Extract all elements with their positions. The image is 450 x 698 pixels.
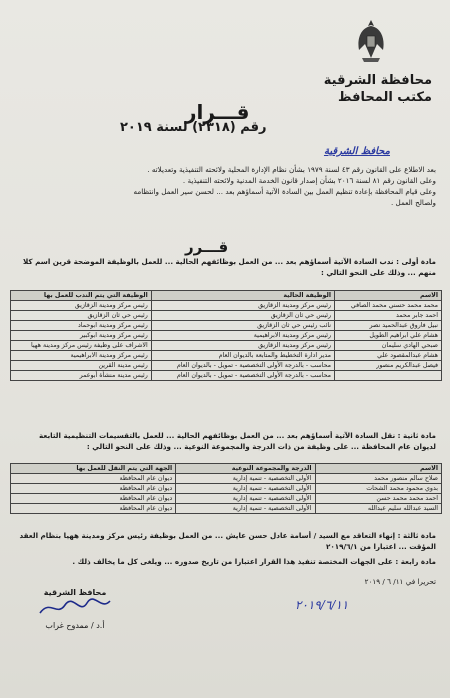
article-two: مادة ثانية : نقل السادة الآتية أسماؤهم بعد ... من العمل بوظائفهم الحالية ... للعمل بالتقسيمات التنظيمية التابعة لديوان عام المحافظة ... على وظيفة من ذات الدرجة والمجموعة النوعية ... وذلك على النحو التالي :	[39, 431, 436, 451]
cell: رئيس مركز ومدينة الزقازيق	[151, 341, 334, 351]
cell: رئيس مركز ومدينة ابوكبير	[11, 331, 152, 341]
table-row	[11, 351, 442, 361]
cell: السيد عبدالله سليم عبدالله	[315, 504, 442, 514]
cell: الأولى التخصصية - تنمية إدارية	[176, 484, 315, 494]
table-header: الوظيفة الحالية	[151, 291, 334, 301]
table-row	[11, 361, 442, 371]
cell: احمد جابر محمد	[335, 311, 442, 321]
cell: رئيس مدينة القرين	[11, 361, 152, 371]
cell: ديوان عام المحافظة	[11, 474, 176, 484]
cell: رئيس مركز ومدينة الزقازيق	[11, 301, 152, 311]
article-three: مادة ثالثة : إنهاء التعاقد مع السيد / أسامة عادل حسن عايش ... من العمل بوظيفة رئيس مركز ومدينة ههيا بنظام العقد المؤقت ... اعتبارا من ٢٠١٩/٦/١	[19, 531, 436, 551]
preamble-line: بعد الاطلاع على القانون رقم ٤٣ لسنة ١٩٧٩ بشأن نظام الإدارة المحلية ولائحته التنفيذية وتعديلاته .	[147, 165, 436, 174]
header-office: مكتب المحافظ	[338, 90, 432, 105]
table-row	[11, 321, 442, 331]
preamble-line: وعلى القانون رقم ٨١ لسنة ٢٠١٦ بشأن إصدار قانون الخدمة المدنية ولائحته التنفيذية .	[182, 176, 436, 185]
assignment-table	[10, 290, 442, 381]
cell: رئيس حي ثان الزقازيق	[151, 311, 334, 321]
cell: الأولى التخصصية - تنمية إدارية	[176, 474, 315, 484]
table-row	[11, 504, 442, 514]
cell: مدير ادارة التخطيط والمتابعة بالديوان العام	[151, 351, 334, 361]
cell: رئيس مركز ومدينة الابراهيمية	[151, 331, 334, 341]
issuing-office: محافظ الشرقية	[323, 146, 390, 157]
table-row	[11, 474, 442, 484]
preamble	[16, 164, 436, 208]
cell: صبحي الهادي سليمان	[335, 341, 442, 351]
cell: محاسب - بالدرجة الأولى التخصصية - تمويل - بالديوان العام	[151, 371, 334, 381]
cell: ديوان عام المحافظة	[11, 494, 176, 504]
handwritten-date: ٢٠١٩/٦/١١	[295, 598, 349, 612]
signature-name: أ.د / ممدوح غراب	[45, 621, 105, 630]
transfer-table	[10, 463, 442, 514]
page-title: قـــرار	[185, 100, 250, 124]
cell: رئيس مدينة منشأة أبوعمر	[11, 371, 152, 381]
cell: الأولى التخصصية - تنمية إدارية	[176, 494, 315, 504]
cell: هشام علي ابراهيم الطويل	[335, 331, 442, 341]
cell: محمد محمد حسني محمد الصافي	[335, 301, 442, 311]
cell: نائب رئيس حي ثان الزقازيق	[151, 321, 334, 331]
article-four: مادة رابعة : على الجهات المختصة تنفيذ هذا القرار اعتبارا من تاريخ صدوره ... ويلغى كل ما يخالف ذلك .	[72, 557, 436, 566]
preamble-line: وعلى قيام المحافظة بإعادة تنظيم العمل بين السادة الآتية أسماؤهم بعد ... لحسن سير العمل وانتظامه	[133, 187, 436, 196]
cell: ديوان عام المحافظة	[11, 484, 176, 494]
table-header: الاسم	[335, 291, 442, 301]
cell: رئيس مركز ومدينة الزقازيق	[151, 301, 334, 311]
date-line: تحريرا في ١١/ ٦ / ٢٠١٩	[364, 577, 436, 586]
cell: نبيل فاروق عبدالحميد نصر	[335, 321, 442, 331]
table-header: الوظيفة التي يتم الندب للعمل بها	[11, 291, 152, 301]
cell: رئيس حي ثان الزقازيق	[11, 311, 152, 321]
egypt-eagle-emblem	[356, 18, 386, 64]
article-one: مادة أولى : ندب السادة الآتية أسماؤهم بعد ... من العمل بوظائفهم الحالية ... للعمل بالوظيفة الموضحة قرين اسم كلا منهم ... وذلك على النحو التالي :	[22, 257, 436, 277]
table-header: الجهة التي يتم النقل للعمل بها	[11, 464, 176, 474]
signature-title: محافظ الشرقية	[43, 588, 107, 597]
cell: صلاح سالم منصور محمد	[315, 474, 442, 484]
cell: بدوي محمود محمد الشحات	[315, 484, 442, 494]
cell: رئيس مركز ومدينة ابوحماد	[11, 321, 152, 331]
header-governorate: محافظة الشرقية	[323, 73, 432, 88]
cell: الاشراف على وظيفة رئيس مركز ومدينة ههيا	[11, 341, 152, 351]
preamble-line: ولصالح العمل .	[390, 198, 436, 207]
cell: هشام عبدالمقصود علي	[335, 351, 442, 361]
cell: الأولى التخصصية - تنمية إدارية	[176, 504, 315, 514]
cell: ديوان عام المحافظة	[11, 504, 176, 514]
handwritten-signature	[35, 597, 115, 619]
cell: احمد محمد محمد حسن	[315, 494, 442, 504]
table-row	[11, 484, 442, 494]
table-row	[11, 371, 442, 381]
table-header: الدرجة والمجموعة النوعية	[176, 464, 315, 474]
table-row	[11, 494, 442, 504]
table-header: الاسم	[315, 464, 442, 474]
cell	[335, 371, 442, 381]
decides-heading: قـــرر	[185, 238, 229, 256]
cell: رئيس مركز ومدينة الابراهيمية	[11, 351, 152, 361]
cell: محاسب - بالدرجة الأولى التخصصية - تمويل - بالديوان العام	[151, 361, 334, 371]
table-row	[11, 311, 442, 321]
table-row	[11, 301, 442, 311]
signature-block	[20, 588, 130, 630]
decree-number: رقم (٢٣١٨) لسنة ٢٠١٩	[120, 120, 267, 135]
table-row	[11, 341, 442, 351]
header	[324, 72, 432, 106]
table-row	[11, 331, 442, 341]
cell: فيصل عبدالكريم منصور	[335, 361, 442, 371]
